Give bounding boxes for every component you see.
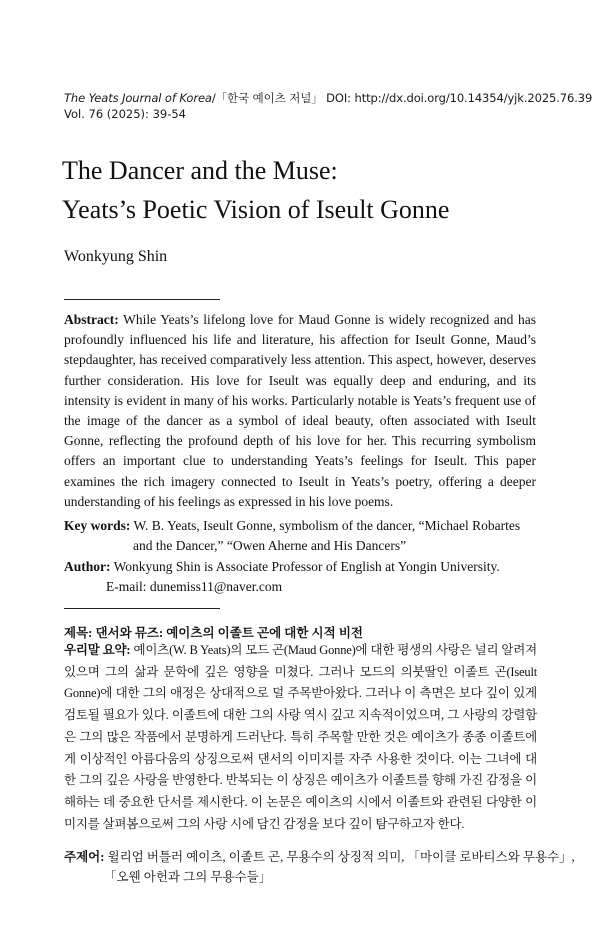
- keywords-label: Key words:: [64, 518, 131, 533]
- volume-line: Vol. 76 (2025): 39-54: [64, 107, 186, 121]
- abstract-label: Abstract:: [64, 312, 119, 327]
- korean-keywords-line1: [64, 847, 575, 865]
- korean-keywords-text-line2: 「오웬 아헌과 그의 무용수들」: [104, 870, 272, 884]
- abstract-paragraph: [64, 310, 536, 512]
- journal-name: The Yeats Journal of Korea: [64, 91, 212, 105]
- author-name: Wonkyung Shin: [64, 248, 168, 265]
- author-info-label: Author:: [64, 559, 111, 574]
- section-divider-top: [64, 299, 220, 300]
- journal-korean-doi: /「한국 예이츠 저널」 DOI: http://dx.doi.org/10.14354/yjk.2025.76.39: [211, 91, 593, 105]
- author-info-line1: [64, 557, 500, 577]
- section-divider-bottom: [64, 608, 220, 609]
- keywords-line1: [64, 516, 520, 536]
- korean-summary-text: 예이츠(W. B Yeats)의 모드 곤(Maud Gonne)에 대한 평생의 사랑은 널리 알려져 있으며 그의 삶과 문학에 깊은 영향을 미쳤다. 그러나 모드의 의붓딸인 이졸트 곤(Iseult Gonne)에 대한 그의 애정은 상대적으로 덜 주목받아왔다. 그러나 이 측면은 보다 깊이 있게 검토될 필요가 있다. 이졸트에 대한 그의 사랑 역시 깊고 지속적이었으며, 그 사랑의 강렬함은 그의 많은 작품에서 분명하게 드러난다. 특히 주목할 만한 것은 예이츠가 종종 이졸트에게 이상적인 아름다움의 상징으로써 댄서의 이미지를 자주 사용한 것이다. 이는 그녀에 대한 그의 깊은 사랑을 반영한다. 반복되는 이 상징은 예이츠가 이졸트를 향해 가진 감정을 이해하는 데 중요한 단서를 제시한다. 이 논문은 예이츠의 시에서 이졸트와 관련된 다양한 이미지를 살펴봄으로써 그의 사랑 시에 담긴 감정을 보다 깊이 탐구하고자 한다.: [64, 643, 537, 831]
- author-affiliation: Wonkyung Shin is Associate Professor of English at Yongin University.: [113, 559, 500, 574]
- author-email: E-mail: dunemiss11@naver.com: [106, 579, 283, 594]
- korean-title: 제목: 댄서와 뮤즈: 예이츠의 이졸트 곤에 대한 시적 비전: [64, 626, 363, 640]
- keywords-text-line1: W. B. Yeats, Iseult Gonne, symbolism of the dancer, “Michael Robartes: [133, 518, 521, 533]
- abstract-text: While Yeats’s lifelong love for Maud Gonne is widely recognized and has profoundly influenced his life and literature, his affection for Iseult Gonne, Maud’s stepdaughter, has received comparatively less attention. This aspect, however, deserves further consideration. His love for Iseult was equally deep and enduring, and its intensity is evident in many of his works. Particularly notable is Yeats’s frequent use of the image of the dancer as a symbol of ideal beauty, often associated with Iseult Gonne, reflecting the profound depth of his love for her. This recurring symbolism offers an important clue to understanding Yeats’s feelings for Iseult. This paper examines the rich imagery connected to Iseult in Yeats’s poetry, offering a deeper understanding of his feelings as expressed in his love poems.: [64, 312, 536, 509]
- korean-keywords-label: 주제어:: [64, 850, 105, 864]
- korean-summary-label: 우리말 요약:: [64, 643, 131, 657]
- article-title-line1: The Dancer and the Muse:: [62, 156, 338, 185]
- korean-keywords-text-line1: 윌리엄 버틀러 예이츠, 이졸트 곤, 무용수의 상징적 의미, 「마이클 로바티스와 무용수」,: [107, 850, 575, 864]
- journal-citation-line: [64, 90, 592, 106]
- article-title-line2: Yeats’s Poetic Vision of Iseult Gonne: [62, 195, 450, 224]
- korean-summary: [64, 640, 537, 835]
- keywords-text-line2: and the Dancer,” “Owen Aherne and His Dancers”: [133, 538, 407, 553]
